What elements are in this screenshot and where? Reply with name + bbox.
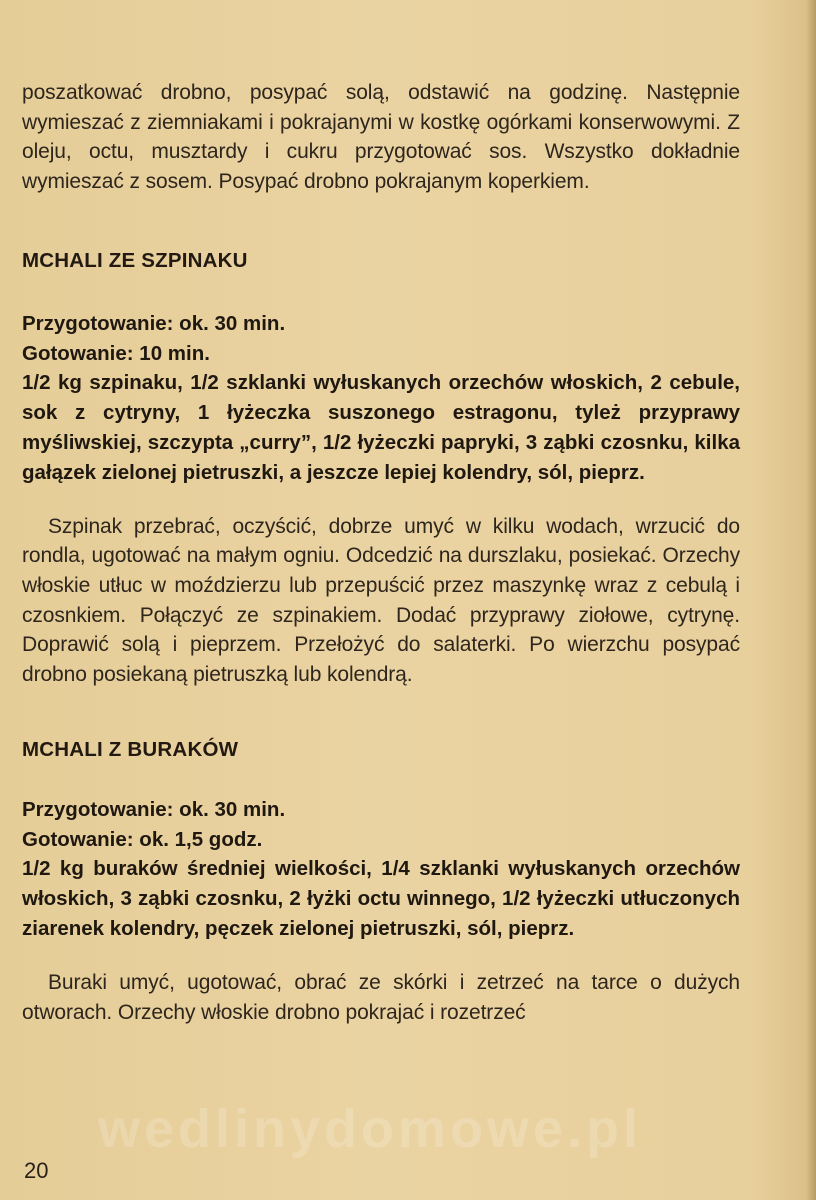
- recipe-title: MCHALI ZE SZPINAKU: [22, 248, 248, 272]
- ingredients: 1/2 kg szpinaku, 1/2 szklanki wyłuskanych orzechów włoskich, 2 cebule, sok z cytryny, 1 łyżeczka suszonego estragonu, tyleż przyprawy myśliwskiej, szczypta „curry”, 1/2 łyżeczki papryki, 3 ząbki czosnku, kilka gałązek zielonej pietruszki, a jeszcze lepiej kolendry, sól, pieprz.: [22, 371, 740, 484]
- method: Buraki umyć, ugotować, obrać ze skórki i zetrzeć na tarce o dużych otworach. Orzechy włoskie drobno pokrajać i rozetrzeć: [22, 970, 740, 1024]
- recipe-title: MCHALI Z BURAKÓW: [22, 737, 239, 761]
- recipe-beetroot: [22, 736, 740, 1027]
- page-edge-shadow: [806, 0, 816, 1200]
- recipe-spinach: [22, 247, 740, 690]
- cook-time: Gotowanie: 10 min.: [22, 341, 210, 365]
- prep-time: Przygotowanie: ok. 30 min.: [22, 311, 286, 335]
- ingredients: 1/2 kg buraków średniej wielkości, 1/4 szklanki wyłuskanych orzechów włoskich, 3 ząbki czosnku, 2 łyżki octu winnego, 1/2 łyżeczki utłuczonych ziarenek kolendry, pęczek zielonej pietruszki, sól, pieprz.: [22, 857, 740, 940]
- page-content: [22, 78, 740, 1027]
- intro-paragraph: poszatkować drobno, posypać solą, odstawić na godzinę. Następnie wymieszać z ziemniakami i pokrajanymi w kostkę ogórkami konserwowymi. Z oleju, octu, musztardy i cukru przygotować sos. Wszystko dokładnie wymieszać z sosem. Posypać drobno pokrajanym koperkiem.: [22, 81, 740, 194]
- method: Szpinak przebrać, oczyścić, dobrze umyć w kilku wodach, wrzucić do rondla, ugotować na małym ogniu. Odcedzić na durszlaku, posiekać. Orzechy włoskie utłuc w moździerzu lub przepuścić przez maszynkę wraz z cebulą i czosnkiem. Połączyć ze szpinakiem. Dodać przyprawy ziołowe, cytrynę. Doprawić solą i pieprzem. Przełożyć do salaterki. Po wierzchu posypać drobno posiekaną pietruszką lub kolendrą.: [22, 514, 740, 687]
- cook-time: Gotowanie: ok. 1,5 godz.: [22, 827, 263, 851]
- page-number: 20: [24, 1158, 49, 1183]
- prep-time: Przygotowanie: ok. 30 min.: [22, 797, 286, 821]
- watermark: wedlinydomowe.pl: [98, 1099, 643, 1159]
